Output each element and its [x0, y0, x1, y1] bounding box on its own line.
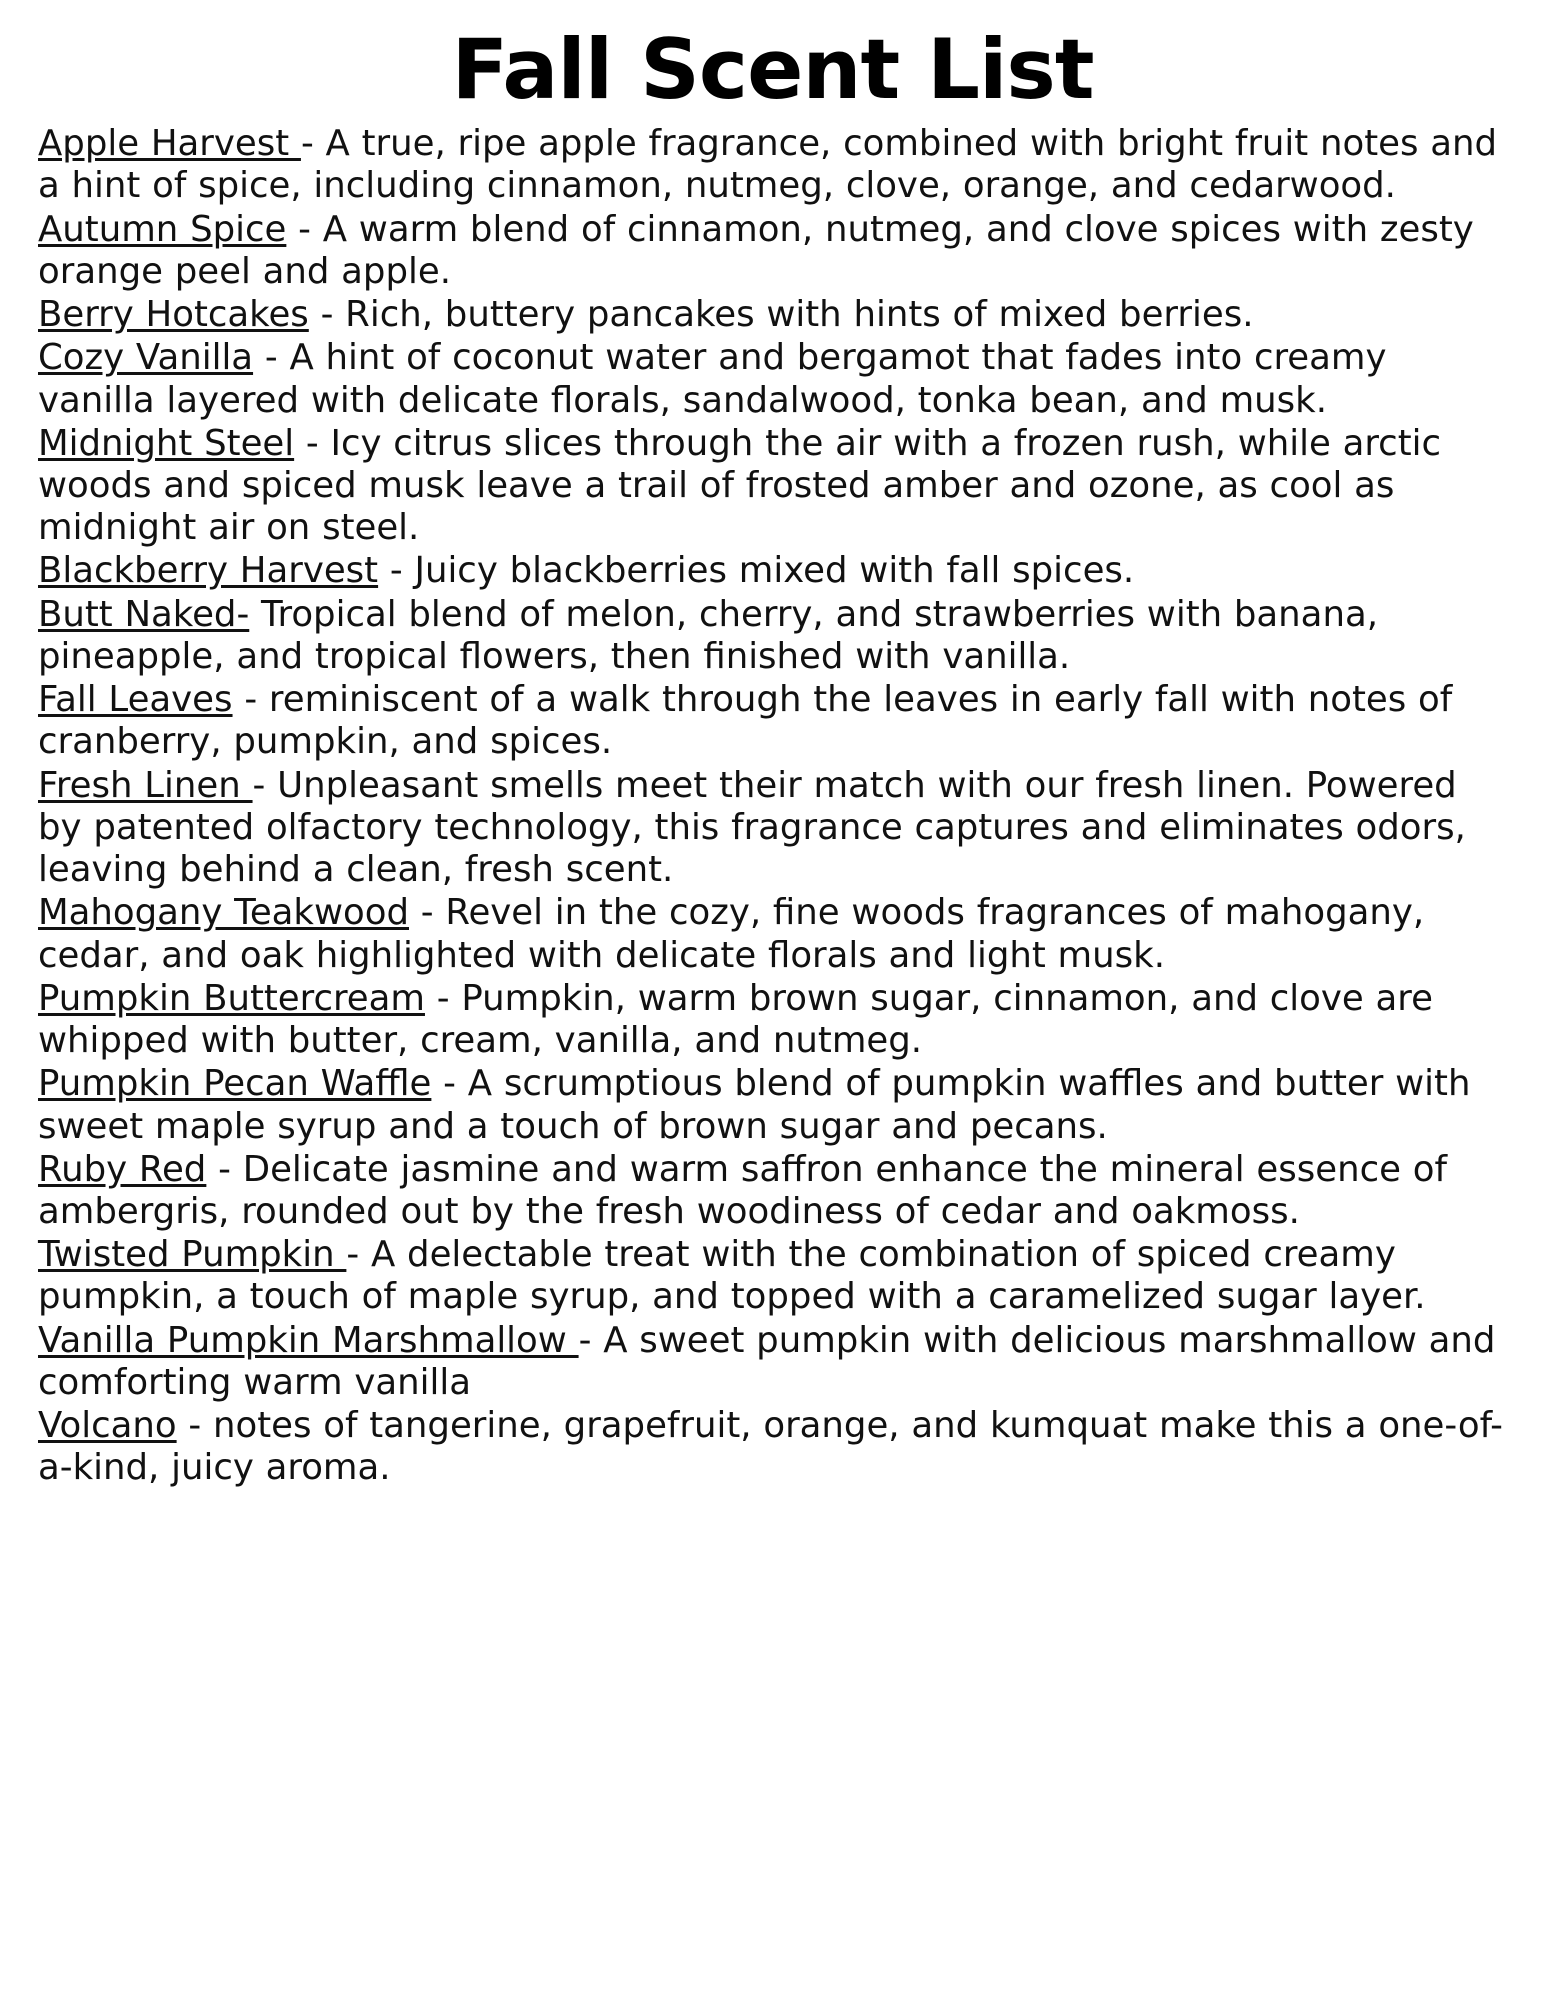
scent-description: - reminiscent of a walk through the leaves in early fall with notes of cranberry, pumpkin, and spices. — [38, 679, 1453, 763]
page-title: Fall Scent List — [451, 21, 1094, 118]
scent-name: Midnight Steel — [38, 422, 295, 464]
scent-list — [38, 123, 1507, 1490]
list-item — [38, 978, 1507, 1062]
scent-name: Cozy Vanilla — [38, 337, 254, 379]
scent-description: - Rich, buttery pancakes with hints of mixed berries. — [308, 294, 1254, 336]
list-item — [38, 1234, 1507, 1318]
list-item — [38, 423, 1507, 550]
scent-description: - A scrumptious blend of pumpkin waffles and butter with sweet maple syrup and a touch of brown sugar and pecans. — [38, 1063, 1471, 1147]
list-item — [38, 1320, 1507, 1404]
scent-name: Volcano — [38, 1405, 177, 1447]
scent-name: Pumpkin Buttercream — [38, 977, 425, 1019]
scent-description: - A hint of coconut water and bergamot that fades into creamy vanilla layered with delicate florals, sandalwood, tonka bean, and musk. — [38, 337, 1387, 421]
list-item — [38, 1405, 1507, 1489]
scent-description: - Icy citrus slices through the air with a frozen rush, while arctic woods and spiced musk leave a trail of frosted amber and ozone, as cool as midnight air on steel. — [38, 422, 1441, 549]
scent-description: - Unpleasant smells meet their match with our fresh linen. Powered by patented olfactory technology, this fragrance captures and eliminates odors, leaving behind a clean, fresh scent. — [38, 764, 1466, 891]
scent-name: Vanilla Pumpkin Marshmallow — [38, 1319, 579, 1361]
scent-description: - notes of tangerine, grapefruit, orange, and kumquat make this a one-of-a-kind, juicy aroma. — [38, 1405, 1503, 1489]
list-item — [38, 1149, 1507, 1233]
scent-description: - A true, ripe apple fragrance, combined with bright fruit notes and a hint of spice, including cinnamon, nutmeg, clove, orange, and cedarwood. — [38, 123, 1498, 207]
scent-name: Blackberry Harvest — [38, 550, 379, 592]
list-item — [38, 1063, 1507, 1147]
list-item — [38, 294, 1507, 336]
scent-description: Tropical blend of melon, cherry, and strawberries with banana, pineapple, and tropical flowers, then finished with vanilla. — [38, 593, 1378, 677]
scent-description: - Revel in the cozy, fine woods fragrances of mahogany, cedar, and oak highlighted with delicate florals and light musk. — [38, 892, 1425, 976]
scent-name: Ruby Red — [38, 1148, 207, 1190]
scent-name: Berry Hotcakes — [38, 294, 309, 336]
list-item — [38, 594, 1507, 678]
list-item — [38, 209, 1507, 293]
list-item — [38, 337, 1507, 421]
scent-description: - A delectable treat with the combination of spiced creamy pumpkin, a touch of maple syrup, and topped with a caramelized sugar layer. — [38, 1234, 1426, 1318]
scent-name: Twisted Pumpkin — [38, 1234, 347, 1276]
scent-description: - A warm blend of cinnamon, nutmeg, and clove spices with zesty orange peel and apple. — [38, 208, 1474, 292]
scent-name: Autumn Spice — [38, 208, 287, 250]
scent-name: Butt Naked- — [38, 593, 250, 635]
list-item — [38, 765, 1507, 892]
scent-description: - A sweet pumpkin with delicious marshmallow and comforting warm vanilla — [38, 1319, 1496, 1403]
scent-name: Pumpkin Pecan Waffle — [38, 1063, 432, 1105]
scent-description: - Pumpkin, warm brown sugar, cinnamon, and clove are whipped with butter, cream, vanilla, and nutmeg. — [38, 977, 1433, 1062]
scent-name: Mahogany Teakwood — [38, 892, 409, 934]
scent-description: - Juicy blackberries mixed with fall spices. — [378, 550, 1135, 592]
scent-name: Apple Harvest — [38, 123, 301, 165]
list-item — [38, 892, 1507, 976]
scent-name: Fresh Linen — [38, 764, 253, 806]
scent-description: - Delicate jasmine and warm saffron enhance the mineral essence of ambergris, rounded out by the fresh woodiness of cedar and oakmoss. — [38, 1148, 1447, 1232]
list-item — [38, 123, 1507, 207]
scent-name: Fall Leaves — [38, 679, 233, 721]
list-item — [38, 679, 1507, 763]
list-item — [38, 550, 1507, 592]
